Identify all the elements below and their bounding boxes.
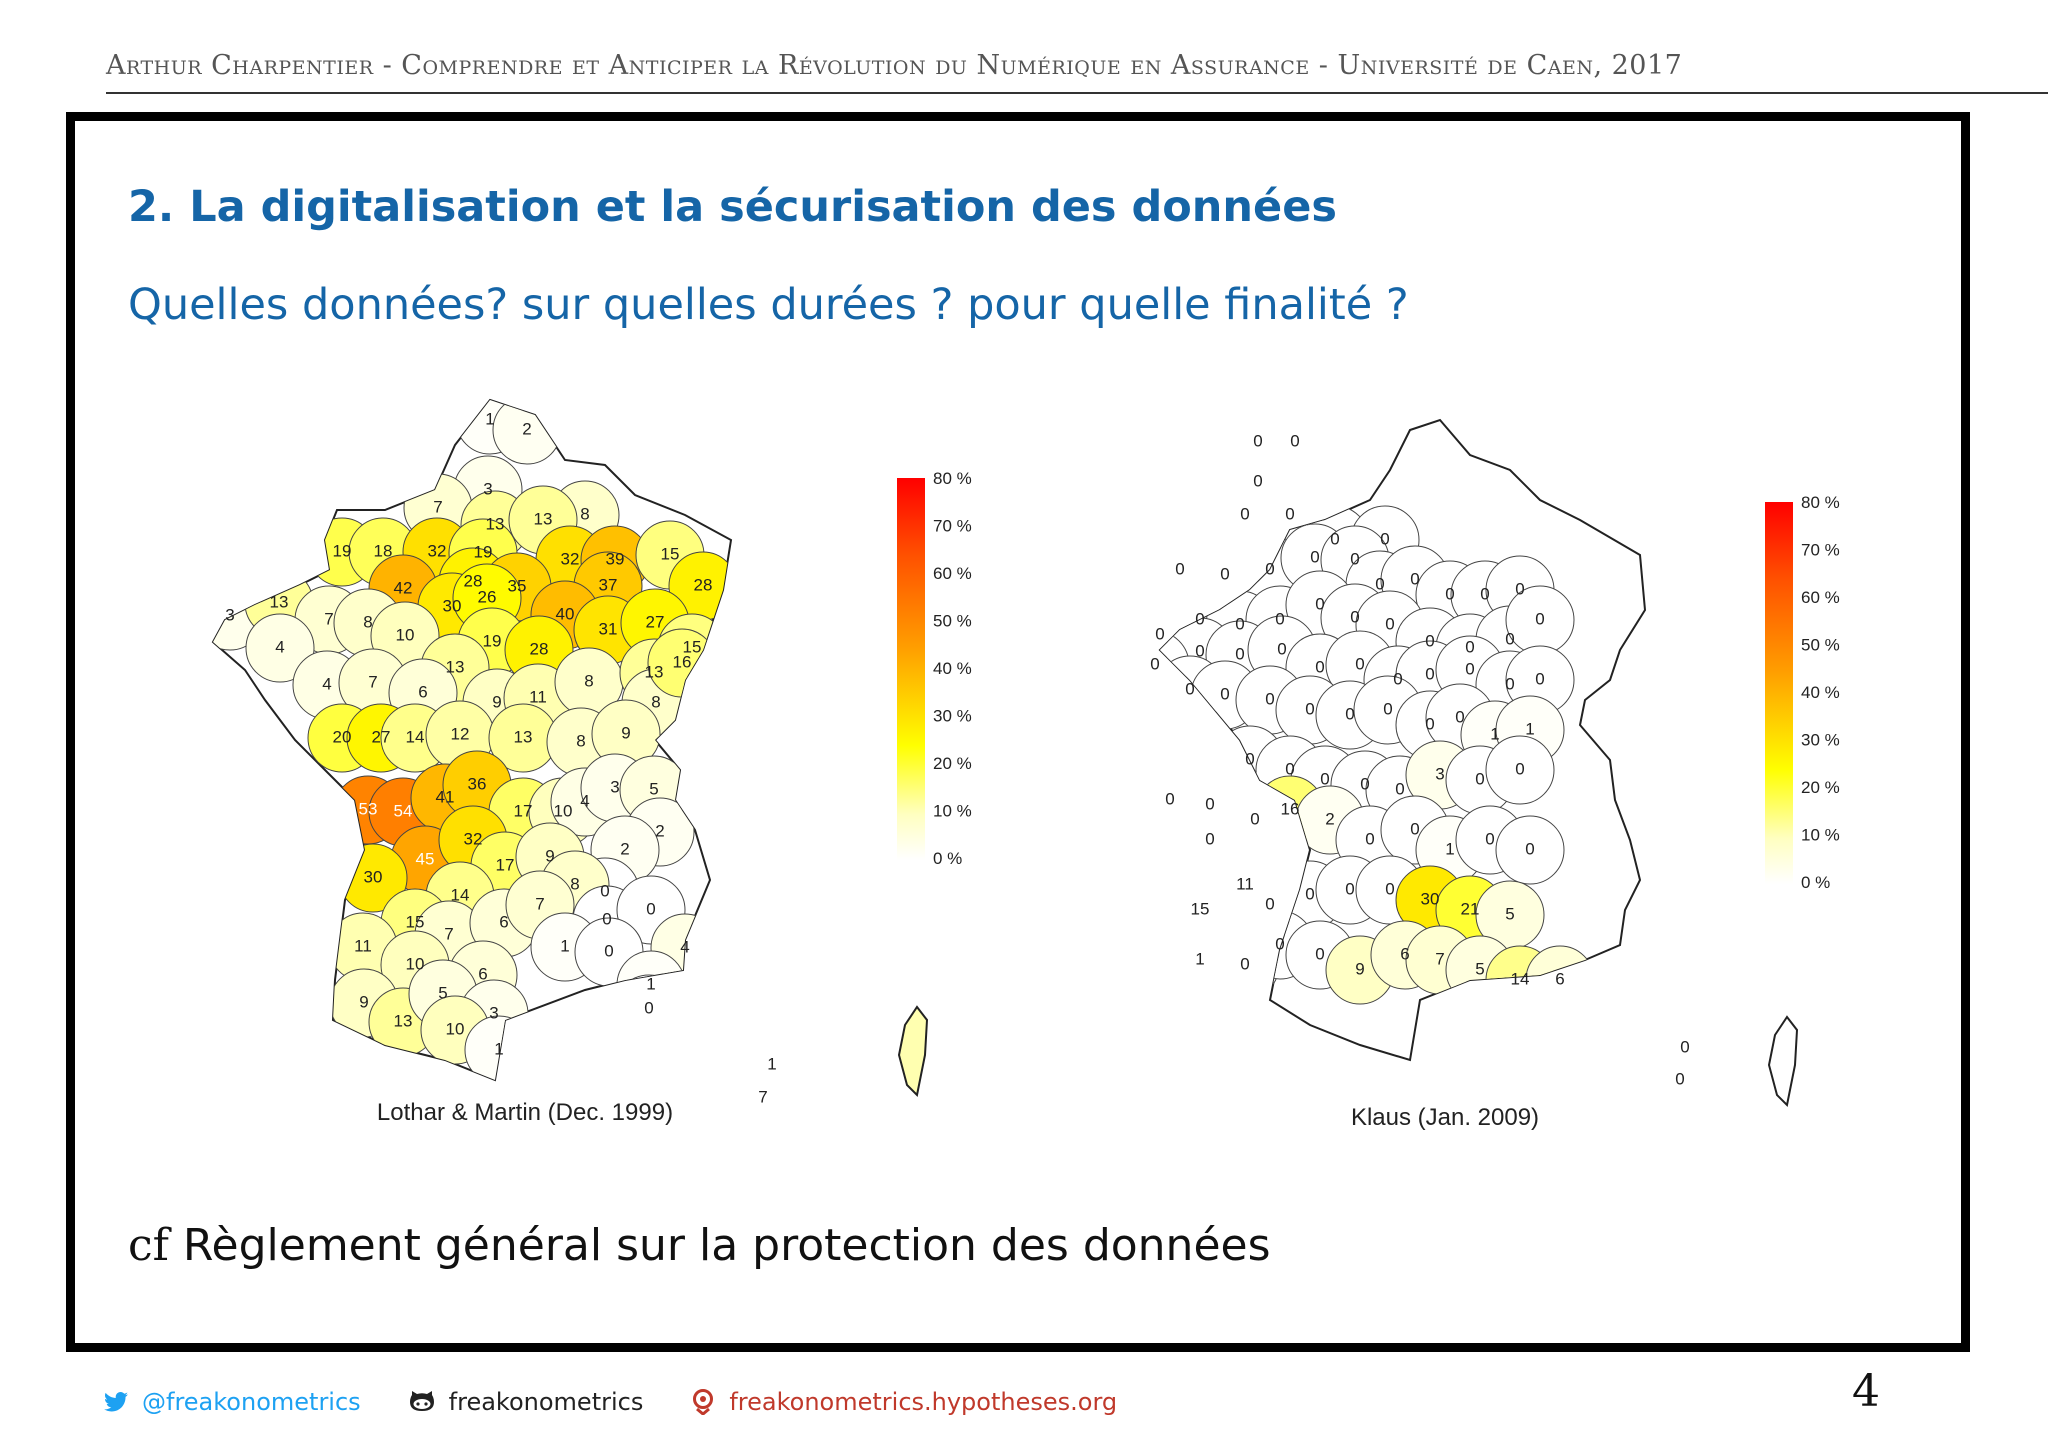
map-lothar-martin-regions	[196, 386, 927, 1132]
map-lothar-martin-svg	[130, 380, 1010, 1160]
department-value: 0	[1253, 431, 1263, 451]
department-value: 0	[1385, 614, 1395, 634]
department-value: 0	[1385, 879, 1395, 899]
department-value: 0	[1425, 714, 1435, 734]
department-value: 0	[600, 881, 610, 901]
department-value: 0	[1165, 789, 1175, 809]
footer-blog[interactable]	[691, 1388, 1117, 1416]
department-value: 0	[1305, 699, 1315, 719]
department-value: 3	[489, 1003, 499, 1023]
department-value: 0	[1445, 584, 1455, 604]
department-value: 11	[1236, 874, 1254, 894]
department-value: 5	[649, 779, 659, 799]
department-value: 0	[604, 941, 614, 961]
department-value: 2	[522, 419, 532, 439]
department-value: 0	[1350, 549, 1360, 569]
department-value: 28	[463, 571, 483, 591]
department-value: 7	[758, 1087, 768, 1107]
department-value: 41	[435, 787, 455, 807]
department-value: 0	[1253, 471, 1263, 491]
department-value: 8	[576, 731, 586, 751]
department-value: 7	[1435, 949, 1445, 969]
department-value: 1	[560, 936, 570, 956]
map-klaus-regions	[1121, 408, 1797, 1114]
department-value: 3	[483, 479, 493, 499]
department-value: 54	[393, 801, 413, 821]
department-value: 0	[1505, 629, 1515, 649]
department-value: 2	[1325, 809, 1335, 829]
department-value: 0	[1245, 749, 1255, 769]
corsica-region	[899, 1007, 927, 1095]
department-value: 2	[655, 821, 665, 841]
department-value: 7	[444, 924, 454, 944]
legend-tick-label: 20 %	[933, 754, 972, 773]
department-value: 0	[1425, 631, 1435, 651]
department-value: 11	[529, 687, 547, 707]
legend-bar	[1765, 502, 1793, 884]
department-value: 13	[485, 514, 505, 534]
department-value: 0	[1675, 1069, 1685, 1089]
department-value: 0	[1320, 769, 1330, 789]
department-value: 0	[1365, 829, 1375, 849]
department-value: 15	[682, 637, 702, 657]
department-value: 1	[1490, 724, 1500, 744]
department-value: 8	[584, 671, 594, 691]
footer-github[interactable]	[409, 1388, 644, 1416]
department-value: 37	[598, 575, 618, 595]
department-value: 0	[1275, 934, 1285, 954]
legend-tick-label: 30 %	[933, 706, 972, 726]
department-value: 0	[1277, 639, 1287, 659]
department-value: 10	[445, 1019, 465, 1039]
department-value: 0	[1315, 944, 1325, 964]
department-value: 0	[1150, 654, 1160, 674]
department-value: 16	[672, 652, 692, 672]
department-value: 19	[332, 541, 352, 561]
map-klaus	[1040, 380, 1920, 1160]
department-value: 0	[1155, 624, 1165, 644]
department-value: 2	[620, 839, 630, 859]
legend-tick-label: 80 %	[1801, 493, 1840, 512]
department-value: 9	[621, 723, 631, 743]
department-value: 1	[485, 409, 495, 429]
department-value: 13	[393, 1011, 413, 1031]
department-value: 1	[494, 1039, 504, 1059]
legend-tick-label: 10 %	[1801, 825, 1840, 845]
department-value: 0	[1485, 829, 1495, 849]
department-value: 5	[1505, 904, 1515, 924]
department-value: 10	[395, 625, 415, 645]
department-value: 0	[1235, 614, 1245, 634]
department-value: 0	[1383, 699, 1393, 719]
department-value: 0	[1265, 689, 1275, 709]
department-value: 0	[1410, 819, 1420, 839]
twitter-icon	[104, 1391, 128, 1413]
department-value: 4	[322, 674, 332, 694]
department-value: 10	[405, 954, 425, 974]
department-value: 7	[324, 609, 334, 629]
department-value: 0	[1205, 794, 1215, 814]
department-value: 0	[1475, 769, 1485, 789]
department-value: 0	[1345, 704, 1355, 724]
map-klaus-svg	[1040, 380, 1920, 1160]
department-value: 4	[275, 637, 285, 657]
department-value: 14	[1510, 969, 1530, 989]
department-value: 30	[442, 596, 462, 616]
legend-bar	[897, 478, 925, 860]
department-value: 0	[1315, 657, 1325, 677]
department-value: 36	[467, 774, 487, 794]
legend-tick-label: 40 %	[933, 659, 972, 678]
department-value: 20	[332, 727, 352, 747]
department-value: 0	[1285, 504, 1295, 524]
department-value: 11	[354, 936, 372, 956]
department-value: 0	[1360, 774, 1370, 794]
department-value: 6	[1555, 969, 1565, 989]
legend-ticks	[933, 469, 972, 868]
department-value: 0	[646, 899, 656, 919]
github-icon	[409, 1390, 435, 1414]
department-value: 9	[545, 846, 555, 866]
department-value: 1	[1195, 949, 1205, 969]
department-value: 12	[450, 724, 470, 744]
department-value: 32	[560, 549, 580, 569]
department-value: 0	[1350, 607, 1360, 627]
department-value: 0	[1305, 884, 1315, 904]
department-value: 0	[1220, 684, 1230, 704]
department-value: 0	[1265, 559, 1275, 579]
department-value: 31	[598, 619, 618, 639]
department-value: 19	[473, 542, 493, 562]
department-value: 14	[405, 727, 425, 747]
department-value: 32	[427, 541, 447, 561]
department-value: 13	[269, 592, 289, 612]
department-value: 8	[580, 504, 590, 524]
legend-tick-label: 0 %	[1801, 873, 1831, 892]
map-caption: Lothar & Martin (Dec. 1999)	[376, 1099, 674, 1126]
department-value: 0	[1195, 609, 1205, 629]
department-value: 15	[1190, 899, 1210, 919]
legend-tick-label: 50 %	[1801, 635, 1840, 655]
corsica-region	[1769, 1017, 1797, 1105]
department-value: 18	[373, 541, 393, 561]
department-value: 0	[1465, 659, 1475, 679]
twitter-handle: @freakonometrics	[142, 1388, 361, 1416]
slide-subtitle: Quelles données? sur quelles durées ? pour quelle finalité ?	[128, 280, 1409, 330]
note-text: Règlement général sur la protection des données	[168, 1220, 1271, 1271]
department-value: 0	[644, 998, 654, 1018]
department-value: 13	[513, 727, 533, 747]
department-value: 9	[1355, 959, 1365, 979]
department-value: 0	[1425, 664, 1435, 684]
department-value: 13	[445, 657, 465, 677]
page-number: 4	[1852, 1366, 1880, 1417]
department-value: 0	[1535, 669, 1545, 689]
department-value: 14	[450, 885, 470, 905]
department-value: 1	[646, 974, 656, 994]
department-value: 17	[513, 801, 533, 821]
department-value: 53	[358, 799, 378, 819]
department-value: 7	[368, 672, 378, 692]
department-value: 6	[499, 912, 509, 932]
department-value: 0	[1330, 529, 1340, 549]
legend-tick-label: 70 %	[1801, 540, 1840, 560]
department-value: 15	[405, 912, 425, 932]
department-value: 0	[1395, 779, 1405, 799]
legend-tick-label: 60 %	[933, 564, 972, 583]
note-cf: cf	[128, 1220, 169, 1271]
department-value: 7	[535, 894, 545, 914]
department-value: 8	[570, 874, 580, 894]
map-lothar-martin	[130, 380, 1010, 1160]
department-value: 13	[644, 662, 664, 682]
legend-tick-label: 80 %	[933, 469, 972, 488]
department-value: 0	[1380, 529, 1390, 549]
footer	[104, 1382, 1165, 1422]
department-value: 30	[1420, 889, 1440, 909]
department-value: 27	[645, 612, 665, 632]
department-value: 4	[580, 791, 590, 811]
legend-tick-label: 50 %	[933, 611, 972, 631]
department-value: 9	[492, 692, 502, 712]
blog-url: freakonometrics.hypotheses.org	[729, 1388, 1118, 1416]
department-value: 0	[1465, 637, 1475, 657]
department-value: 42	[393, 578, 413, 598]
slide-header: Arthur Charpentier - Comprendre et Anticiper la Révolution du Numérique en Assurance - Université de Caen, 2017	[106, 50, 1683, 81]
legend-tick-label: 20 %	[1801, 778, 1840, 797]
hypotheses-icon	[691, 1389, 715, 1415]
department-value: 3	[1435, 764, 1445, 784]
department-value: 40	[555, 604, 575, 624]
department-value: 0	[1240, 504, 1250, 524]
department-value: 6	[1400, 944, 1410, 964]
department-value: 0	[1345, 879, 1355, 899]
department-value: 32	[463, 829, 483, 849]
department-value: 0	[1515, 759, 1525, 779]
department-value: 1	[1445, 839, 1455, 859]
department-value: 0	[1310, 547, 1320, 567]
map-caption: Klaus (Jan. 2009)	[1350, 1104, 1540, 1131]
department-value: 28	[529, 639, 549, 659]
department-value: 0	[1250, 809, 1260, 829]
department-value: 0	[1480, 584, 1490, 604]
department-value: 0	[1680, 1037, 1690, 1057]
department-value: 1	[1525, 719, 1535, 739]
department-value: 0	[1535, 609, 1545, 629]
department-value: 0	[1185, 679, 1195, 699]
department-value: 6	[478, 964, 488, 984]
department-value: 27	[371, 727, 391, 747]
department-value: 0	[1505, 674, 1515, 694]
legend-tick-label: 0 %	[933, 849, 963, 868]
department-value: 0	[1205, 829, 1215, 849]
department-value: 6	[418, 682, 428, 702]
footer-twitter[interactable]	[104, 1388, 361, 1416]
legend-tick-label: 70 %	[933, 516, 972, 536]
department-value: 0	[1195, 641, 1205, 661]
department-value: 0	[1290, 431, 1300, 451]
department-value: 0	[1315, 594, 1325, 614]
legend-ticks	[1801, 493, 1840, 892]
department-value: 3	[610, 777, 620, 797]
department-value: 17	[495, 855, 515, 875]
department-value: 7	[433, 497, 443, 517]
department-value: 0	[1175, 559, 1185, 579]
department-value: 21	[1460, 899, 1480, 919]
department-value: 0	[602, 909, 612, 929]
header-rule	[106, 92, 2048, 94]
slide-title: 2. La digitalisation et la sécurisation des données	[128, 182, 1337, 232]
department-value: 9	[359, 992, 369, 1012]
department-value: 0	[1455, 707, 1465, 727]
department-value: 13	[533, 509, 553, 529]
department-value: 39	[605, 549, 625, 569]
department-value: 0	[1410, 569, 1420, 589]
department-value: 4	[680, 937, 690, 957]
department-value: 16	[1280, 799, 1300, 819]
gdpr-note	[128, 1220, 1271, 1271]
department-value: 0	[1515, 579, 1525, 599]
department-value: 3	[225, 605, 235, 625]
github-handle: freakonometrics	[448, 1388, 644, 1416]
department-value: 1	[767, 1054, 777, 1074]
department-value: 30	[363, 867, 383, 887]
department-value: 5	[438, 983, 448, 1003]
legend-tick-label: 60 %	[1801, 588, 1840, 607]
department-value: 0	[1525, 839, 1535, 859]
department-value: 0	[1275, 609, 1285, 629]
department-value: 0	[1375, 574, 1385, 594]
department-value: 0	[1220, 564, 1230, 584]
department-value: 28	[693, 575, 713, 595]
legend-tick-label: 30 %	[1801, 730, 1840, 750]
department-value: 19	[482, 631, 502, 651]
department-value: 8	[651, 692, 661, 712]
department-value: 8	[363, 612, 373, 632]
department-value: 0	[1355, 654, 1365, 674]
department-value: 5	[1475, 959, 1485, 979]
department-value: 0	[1235, 644, 1245, 664]
legend-tick-label: 10 %	[933, 801, 972, 821]
department-value: 0	[1240, 954, 1250, 974]
department-value: 35	[507, 576, 527, 596]
department-value: 10	[553, 801, 573, 821]
department-value: 45	[415, 849, 435, 869]
department-value: 26	[477, 587, 497, 607]
department-value: 0	[1285, 759, 1295, 779]
department-value: 0	[1265, 894, 1275, 914]
legend-tick-label: 40 %	[1801, 683, 1840, 702]
department-value: 15	[660, 544, 680, 564]
department-value: 0	[1393, 669, 1403, 689]
